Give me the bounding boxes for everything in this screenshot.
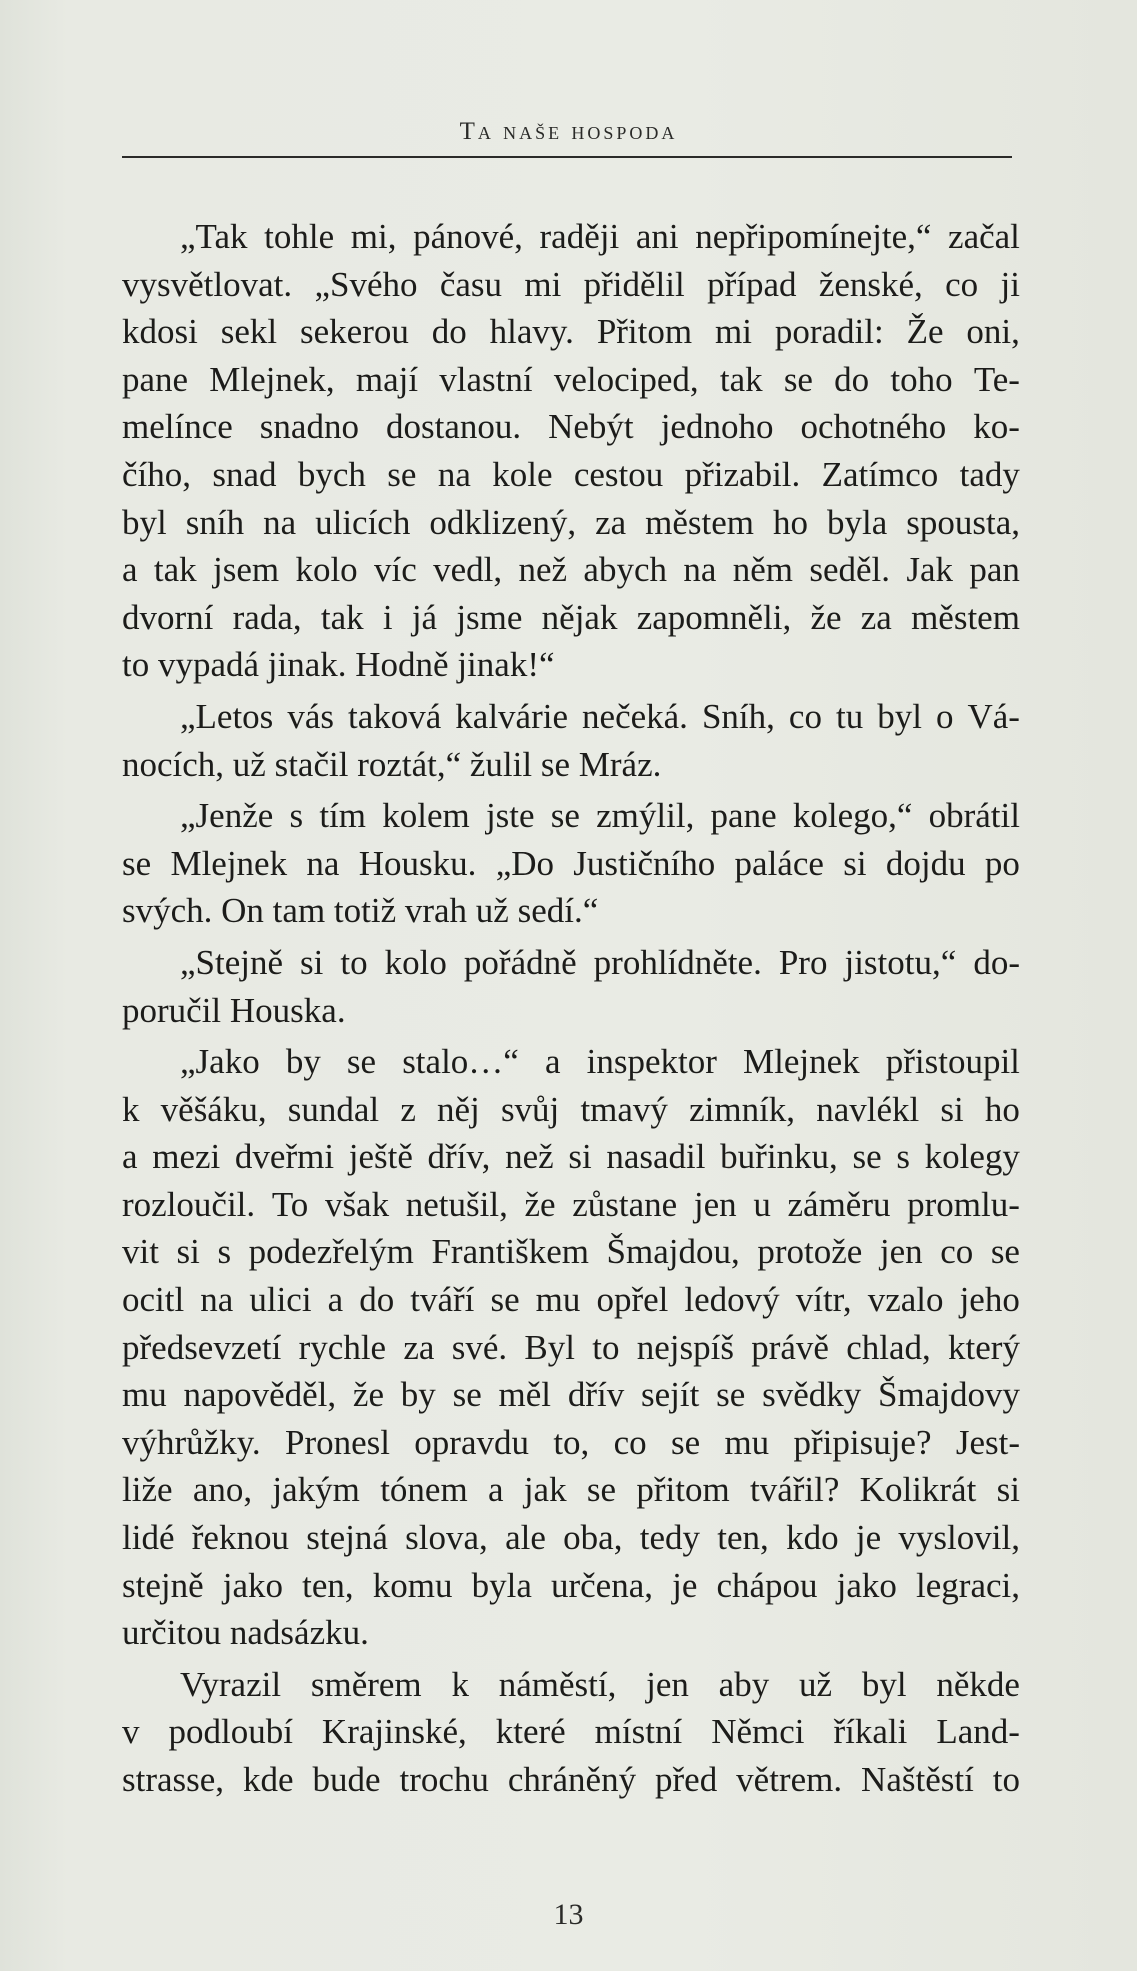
text-line: Vyrazil směrem k náměstí, jen aby už byl někde [180,1664,1020,1704]
text-line: strasse, kde bude trochu chráněný před větrem. Naštěstí to [122,1760,1020,1799]
text-line: výhrůžky. Pronesl opravdu to, co se mu připisuje? Jest- [122,1422,1020,1462]
text-line: „Jenže s tím kolem jste se zmýlil, pane kolego,“ obrátil [180,796,1020,836]
text-line: rozloučil. To však netušil, že zůstane jen u záměru promlu- [122,1184,1020,1224]
text-line: a mezi dveřmi ještě dřív, než si nasadil buřinku, se s kolegy [122,1137,1020,1177]
text-line: v podloubí Krajinské, které místní Němci říkali Land- [122,1712,1020,1752]
body-text [122,213,1020,1804]
running-head: Ta naše hospoda [459,118,678,145]
text-line: liže ano, jakým tónem a jak se přitom tvářil? Kolikrát si [122,1470,1020,1510]
text-line: melínce snadno dostanou. Nebýt jednoho ochotného ko- [122,407,1020,447]
text-line: byl sníh na ulicích odklizený, za městem ho byla spousta, [122,502,1020,542]
text-line: pane Mlejnek, mají vlastní velociped, tak se do toho Te- [122,359,1020,399]
text-line: ocitl na ulici a do tváří se mu opřel ledový vítr, vzalo jeho [122,1280,1020,1320]
text-line: nocích, už stačil roztát,“ žulil se Mráz. [122,744,662,784]
text-line: „Jako by se stalo…“ a inspektor Mlejnek přistoupil [180,1042,1020,1082]
header-rule [122,156,1012,158]
text-line: „Letos vás taková kalvárie nečeká. Sníh, co tu byl o Vá- [180,696,1020,736]
text-line: lidé řeknou stejná slova, ale oba, tedy ten, kdo je vyslovil, [122,1518,1020,1558]
text-line: „Tak tohle mi, pánové, raději ani nepřipomínejte,“ začal [180,217,1020,256]
text-line: stejně jako ten, komu byla určena, je chápou jako legraci, [122,1565,1020,1605]
text-line: určitou nadsázku. [122,1613,369,1653]
text-line: dvorní rada, tak i já jsme nějak zapomněli, že za městem [122,597,1020,637]
text-line: předsevzetí rychle za své. Byl to nejspíš právě chlad, který [122,1327,1020,1367]
text-line: kdosi sekl sekerou do hlavy. Přitom mi poradil: Že oni, [122,312,1020,352]
page-number: 13 [553,1898,584,1931]
text-line: a tak jsem kolo víc vedl, než abych na něm seděl. Jak pan [122,550,1020,590]
text-line: k věšáku, sundal z něj svůj tmavý zimník, navlékl si ho [122,1089,1020,1129]
text-line: se Mlejnek na Housku. „Do Justičního paláce si dojdu po [122,843,1020,883]
text-line: poručil Houska. [122,990,346,1030]
text-line: vysvětlovat. „Svého času mi přidělil případ ženské, co ji [122,264,1020,304]
text-line: svých. On tam totiž vrah už sedí.“ [122,891,599,931]
text-line: vit si s podezřelým Františkem Šmajdou, protože jen co se [122,1232,1020,1272]
text-line: „Stejně si to kolo pořádně prohlídněte. Pro jistotu,“ do- [180,942,1020,982]
text-line: čího, snad bych se na kole cestou přizabil. Zatímco tady [122,454,1020,494]
text-line: to vypadá jinak. Hodně jinak!“ [122,645,555,685]
text-line: mu napověděl, že by se měl dřív sejít se svědky Šmajdovy [122,1375,1020,1415]
